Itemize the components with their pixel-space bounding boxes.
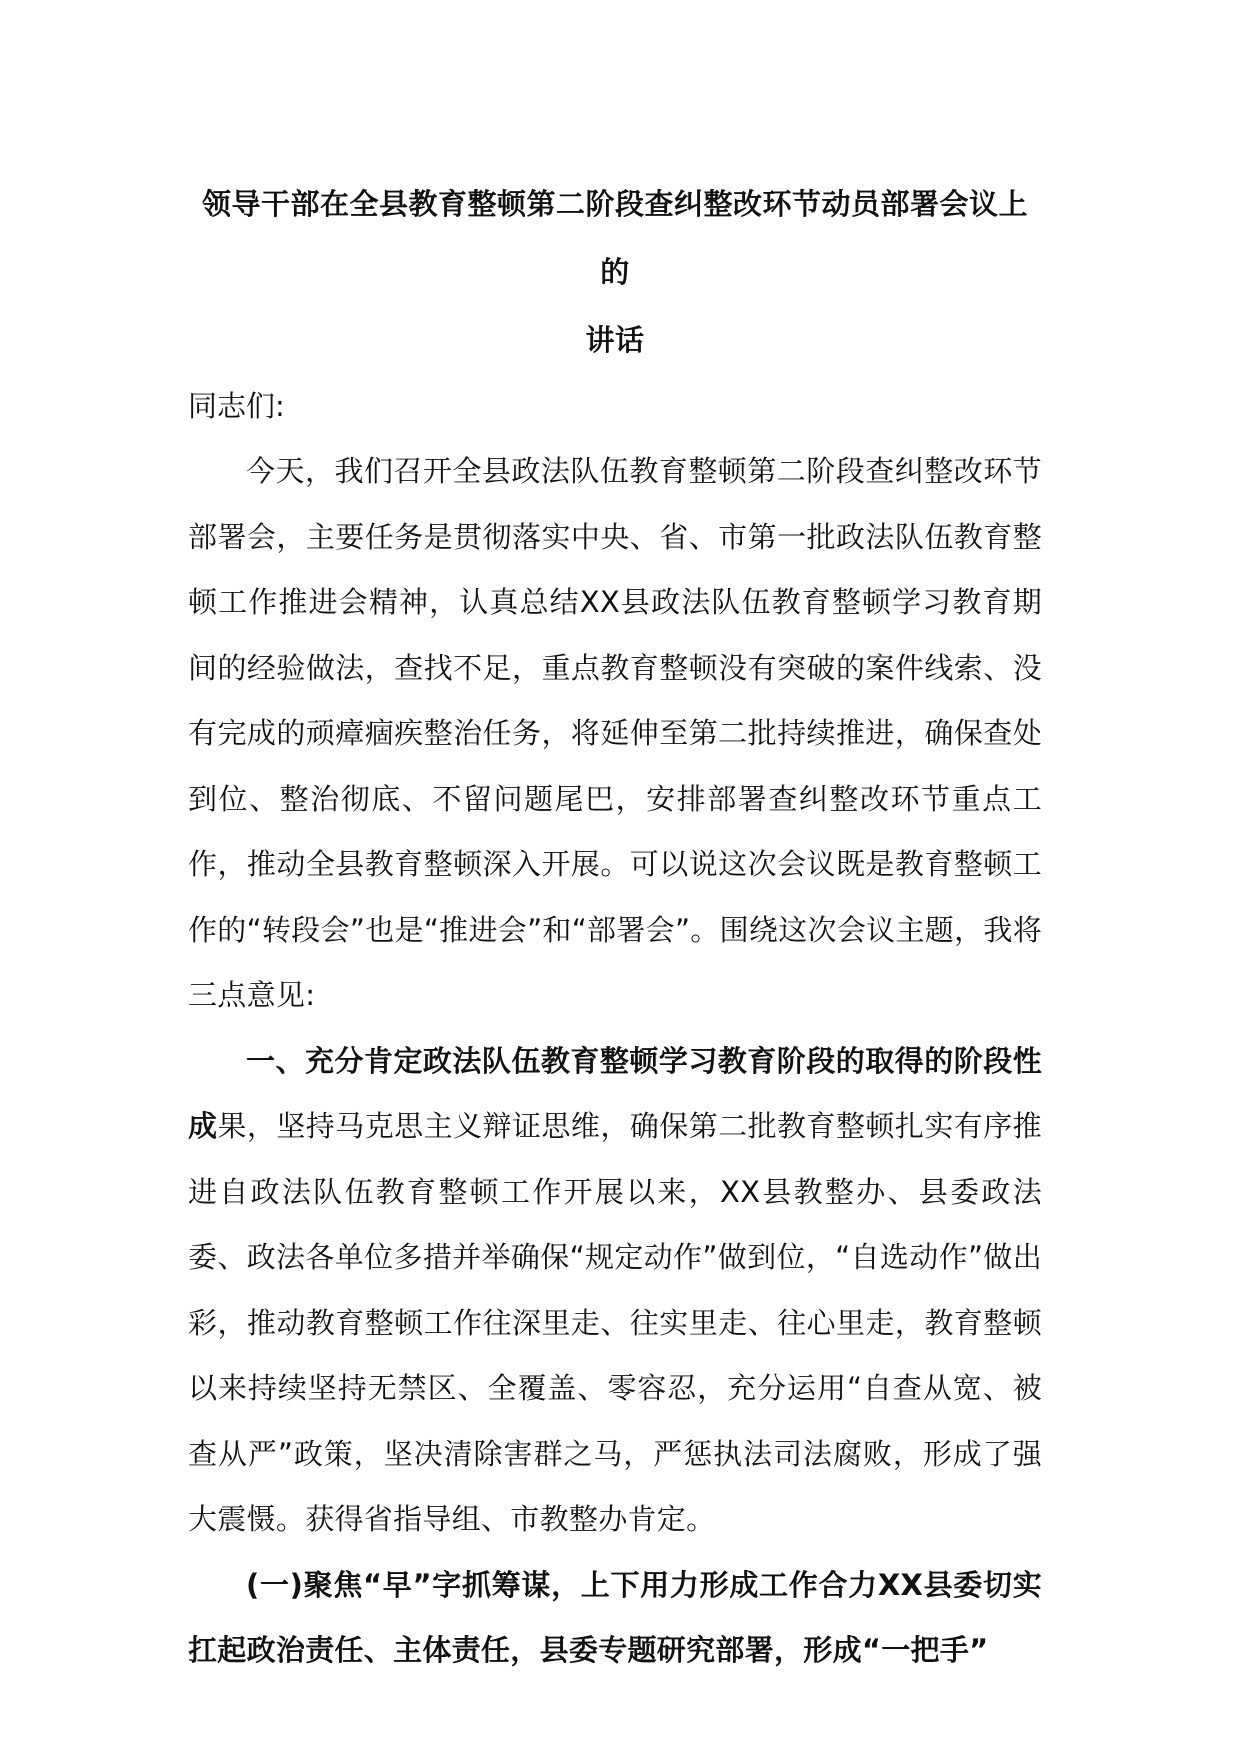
document-title-line-1: 领导干部在全县教育整顿第二阶段查纠整改环节动员部署会议上的 <box>201 187 1028 289</box>
section-1-heading: 一、充分肯定政法队伍教育整顿学习教育阶段的取得的阶段性成 <box>188 1043 1042 1143</box>
section-1-paragraph <box>188 1029 1042 1553</box>
document-content <box>188 170 1042 1684</box>
section-1-body: 果，坚持马克思主义辩证思维，确保第二批教育整顿扎实有序推进自政法队伍教育整顿工作开展以来，XX县教整办、县委政法委、政法各单位多措并举确保“规定动作”做到位，“自选动作”做出彩，推动教育整顿工作往深里走、往实里走、往心里走，教育整顿以来持续坚持无禁区、全覆盖、零容忍，充分运用“自查从宽、被查从严”政策，坚决清除害群之马，严惩执法司法腐败，形成了强大震慑。获得省指导组、市教整办肯定。 <box>188 1109 1042 1536</box>
intro-paragraph: 今天，我们召开全县政法队伍教育整顿第二阶段查纠整改环节部署会，主要任务是贯彻落实中央、省、市第一批政法队伍教育整顿工作推进会精神，认真总结XX县政法队伍教育整顿学习教育期间的经验做法，查找不足，重点教育整顿没有突破的案件线索、没有完成的顽瘴痼疾整治任务，将延伸至第二批持续推进，确保查处到位、整治彻底、不留问题尾巴，安排部署查纠整改环节重点工作，推动全县教育整顿深入开展。可以说这次会议既是教育整顿工作的“转段会”也是“推进会”和“部署会”。围绕这次会议主题，我将三点意见: <box>188 454 1042 1012</box>
subsection-1-paragraph: (一)聚焦“早”字抓筹谋，上下用力形成工作合力XX县委切实扛起政治责任、主体责任，县委专题研究部署，形成“一把手” <box>188 1567 1042 1667</box>
salutation: 同志们: <box>188 389 285 423</box>
document-title <box>188 170 1042 374</box>
document-title-line-2: 讲话 <box>585 323 645 357</box>
